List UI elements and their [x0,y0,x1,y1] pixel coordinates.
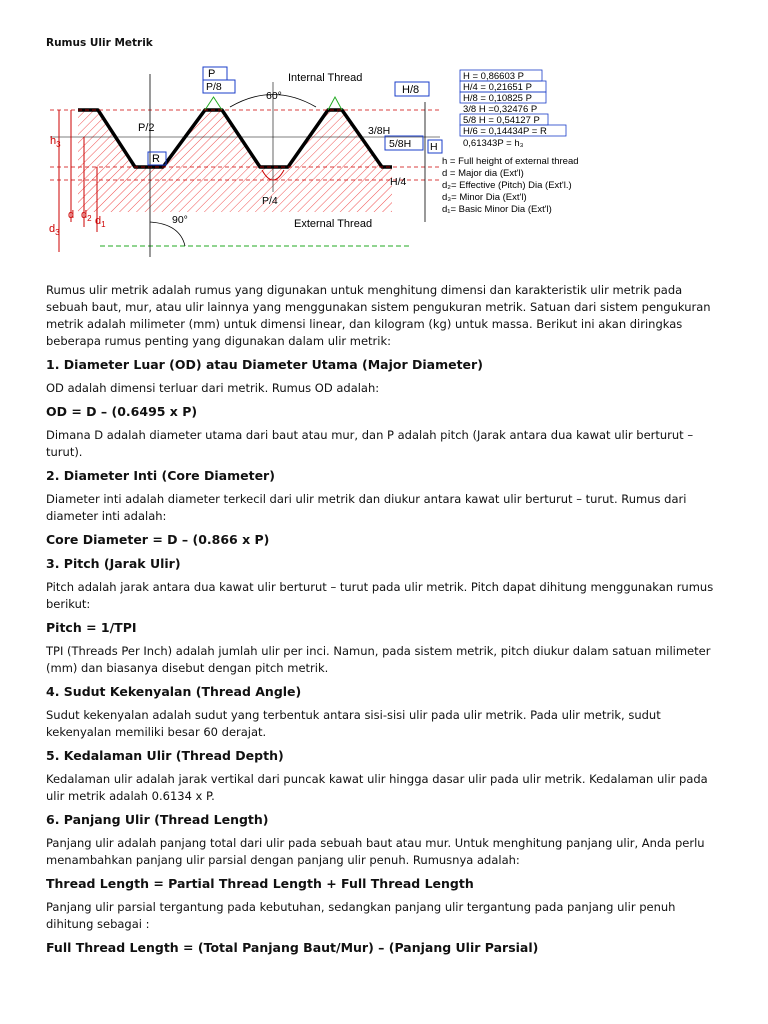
label-h3: $h_3$ [50,135,61,149]
formula-item: 5/8 H = 0,54127 P [463,115,540,126]
legend-item: h = Full height of external thread [442,156,579,167]
legend-item: d₁= Basic Minor Dia (Ext'l) [442,204,552,215]
formula-item: H/4 = 0,21651 P [463,82,532,93]
thread-profile-svg [40,62,630,262]
section-text-4: Sudut kekenyalan adalah sudut yang terbentuk antara sisi-sisi ulir pada ulir metrik. Pada ulir metrik, sudut kekenyalan memiliki besar 60 derajat. [46,708,661,739]
label-p8: P/8 [206,81,222,93]
label-p2: P/2 [138,122,155,134]
section-note-1: Dimana D adalah diameter utama dari baut atau mur, dan P adalah pitch (Jarak antara dua kawat ulir berturut – turut). [46,428,694,459]
label-d2: $d_2$ [81,209,92,223]
label-internal-thread: Internal Thread [288,72,363,84]
legend-item: d₂= Effective (Pitch) Dia (Ext'l.) [442,180,572,191]
intro-paragraph: Rumus ulir metrik adalah rumus yang digunakan untuk menghitung dimensi dan karakteristik ulir metrik pada sebuah baut, mur, atau ulir lainnya yang menggunakan sistem pengukuran metrik. Satuan dari sistem pengukuran metrik adalah milimeter (mm) untuk dimensi linear, dan kilogram (kg) untuk massa. Berikut ini akan diringkas beberapa rumus penting yang digunakan dalam ulir metrik: [46,283,711,348]
formula-list [460,70,566,149]
formula-item: H/6 = 0,14434P = R [463,126,547,137]
label-d: d [68,209,75,221]
label-3-8h: 3/8H [368,125,391,137]
label-d1: $d_1$ [95,215,106,229]
label-p4: P/4 [262,195,278,207]
section-heading-2: 2. Diameter Inti (Core Diameter) [46,468,275,483]
label-h8: H/8 [402,84,420,96]
label-external-thread: External Thread [294,218,373,230]
formula-thread-length: Thread Length = Partial Thread Length + Full Thread Length [46,876,474,891]
formula-item: 0,61343P = h₃ [463,138,524,149]
formula-od: OD = D – (0.6495 x P) [46,404,198,419]
section-text-2: Diameter inti adalah diameter terkecil dari ulir metrik dan diukur antara kawat ulir berturut – turut. Rumus dari diameter inti adalah: [46,492,687,523]
article-body [46,282,716,957]
formula-item: 3/8 H =0,32476 P [463,104,538,115]
legend-item: d = Major dia (Ext'l) [442,168,524,179]
section-text-1: OD adalah dimensi terluar dari metrik. Rumus OD adalah: [46,381,380,395]
label-h: H [430,141,438,153]
label-90-deg: 90° [172,214,188,226]
formula-pitch: Pitch = 1/TPI [46,620,137,635]
label-r: R [152,153,160,165]
metric-thread-diagram [40,62,630,262]
section-heading-5: 5. Kedalaman Ulir (Thread Depth) [46,748,284,763]
section-text-3: Pitch adalah jarak antara dua kawat ulir berturut – turut pada ulir metrik. Pitch dapat dihitung menggunakan rumus berikut: [46,580,714,611]
section-heading-4: 4. Sudut Kekenyalan (Thread Angle) [46,684,302,699]
thread-hatch-area [78,110,392,212]
legend-item: d₃= Minor Dia (Ext'l) [442,192,527,203]
label-h4: H/4 [390,176,407,188]
formula-core-diameter: Core Diameter = D – (0.866 x P) [46,532,270,547]
section-note-6: Panjang ulir parsial tergantung pada kebutuhan, sedangkan panjang ulir tergantung pada panjang ulir penuh dihitung sebagai : [46,900,676,931]
section-text-5: Kedalaman ulir adalah jarak vertikal dari puncak kawat ulir hingga dasar ulir pada ulir metrik. Kedalaman ulir pada ulir metrik adalah 0.6134 x P. [46,772,708,803]
diagram-legend [442,156,579,215]
section-text-6: Panjang ulir adalah panjang total dari ulir pada sebuah baut atau mur. Untuk menghitung panjang ulir, Anda perlu menambahkan panjang ulir parsial dengan panjang ulir penuh. Rumusnya adalah: [46,836,705,867]
section-heading-1: 1. Diameter Luar (OD) atau Diameter Utama (Major Diameter) [46,357,483,372]
label-p: P [208,68,216,80]
label-d3: $d_3$ [49,223,60,237]
formula-item: H = 0,86603 P [463,71,525,82]
label-60-deg: 60° [266,90,282,102]
section-heading-3: 3. Pitch (Jarak Ulir) [46,556,181,571]
page-title: Rumus Ulir Metrik [46,37,153,49]
crest-triangle-1 [205,97,222,110]
label-5-8h: 5/8H [389,138,412,150]
formula-full-thread-length: Full Thread Length = (Total Panjang Baut/Mur) – (Panjang Ulir Parsial) [46,940,539,955]
section-note-3: TPI (Threads Per Inch) adalah jumlah ulir per inci. Namun, pada sistem metrik, pitch diukur dalam satuan milimeter (mm) dan biasanya disebut dengan pitch metrik. [46,644,711,675]
section-heading-6: 6. Panjang Ulir (Thread Length) [46,812,269,827]
crest-triangle-2 [328,97,342,110]
formula-item: H/8 = 0,10825 P [463,93,532,104]
